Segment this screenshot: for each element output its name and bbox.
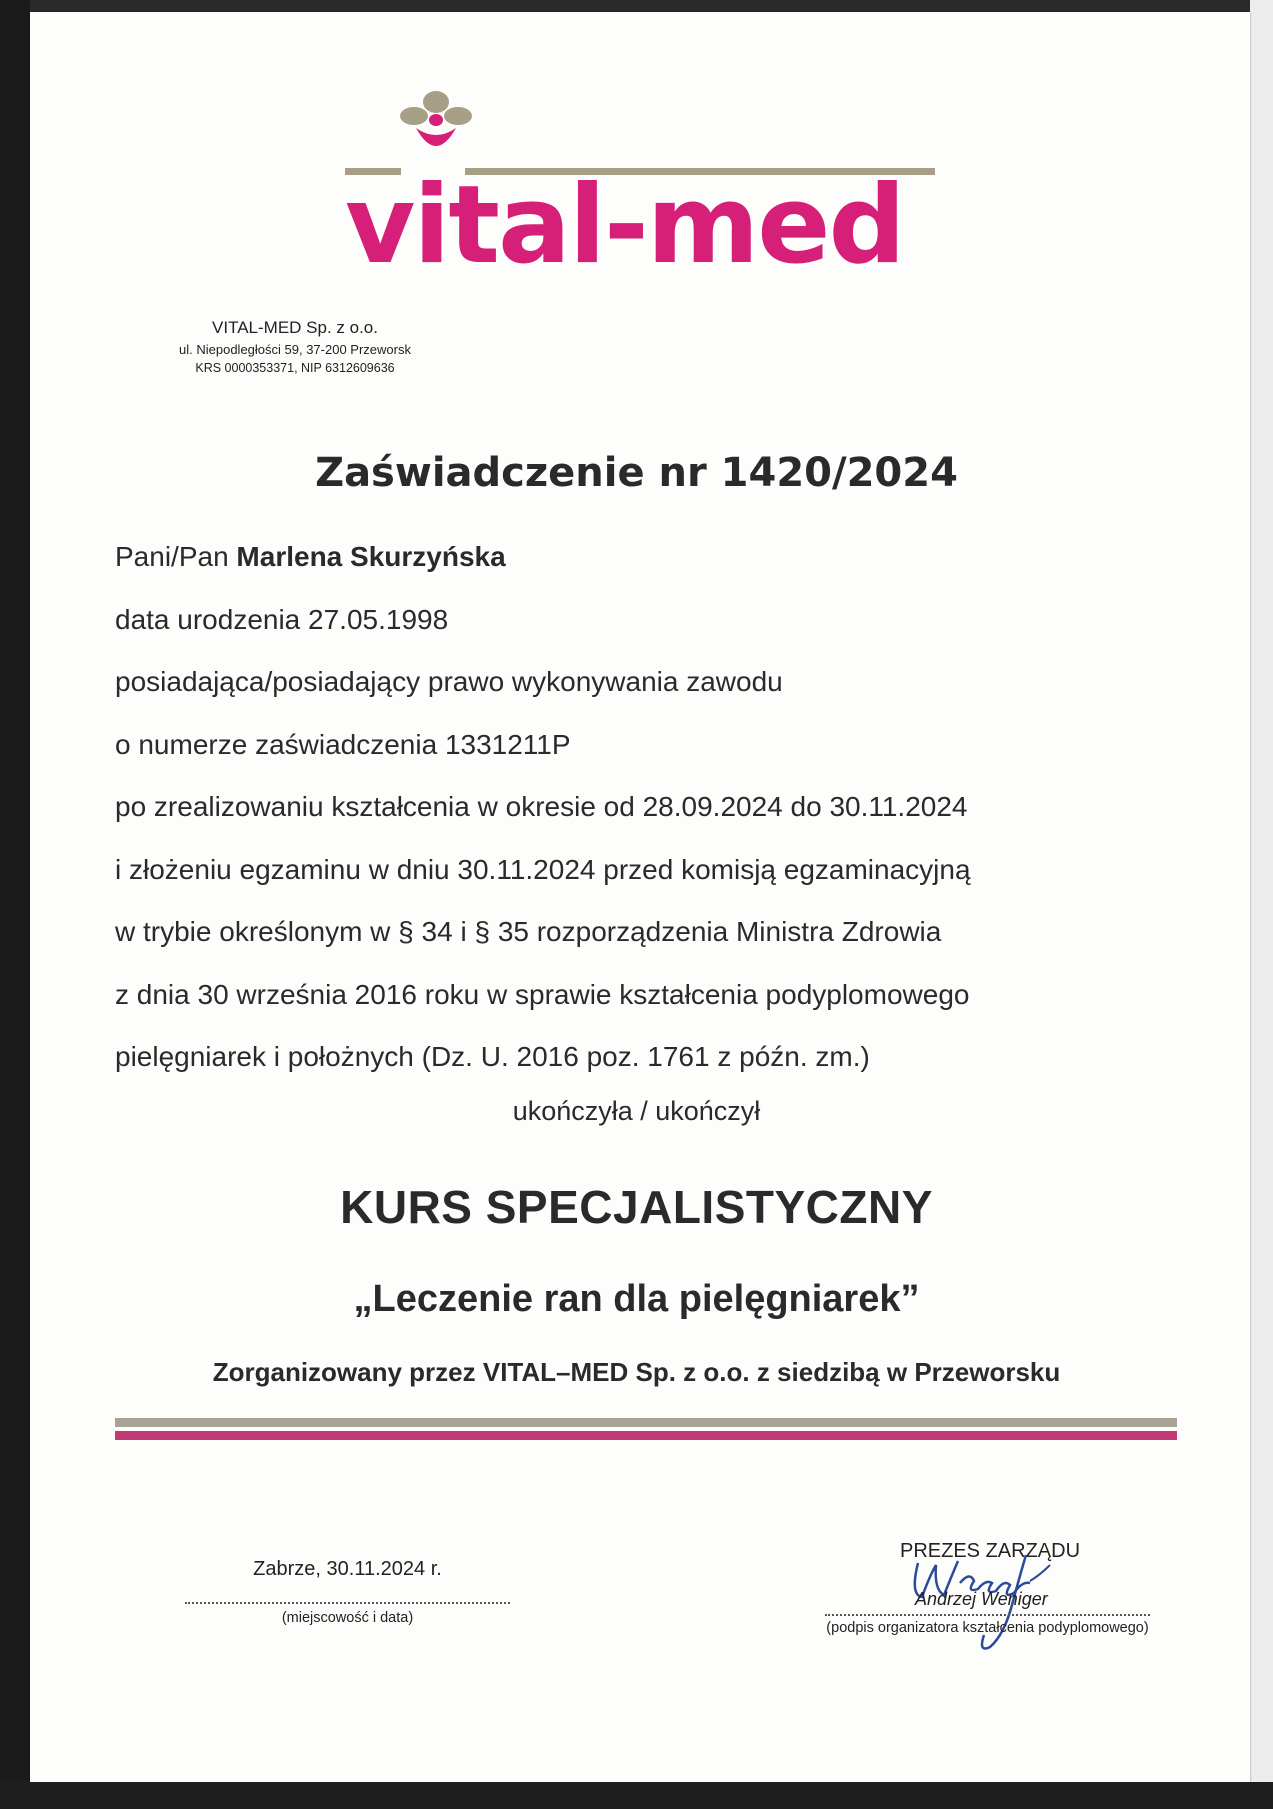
birth-date-line: data urodzenia 27.05.1998 <box>115 603 449 635</box>
training-period-line: po zrealizowaniu kształcenia w okresie od 28.09.2024 do 30.11.2024 <box>115 791 968 822</box>
organizer-line: Zorganizowany przez VITAL–MED Sp. z o.o. z siedzibą w Przeworsku <box>212 1357 1061 1387</box>
company-info <box>130 318 460 375</box>
divider-gray <box>115 1418 1177 1427</box>
recipient-line <box>115 532 971 595</box>
certificate-title: Zaświadczenie nr 1420/2024 <box>315 450 958 496</box>
course-name: „Leczenie ran dla pielęgniarek” <box>353 1278 920 1320</box>
signatory-name: Andrzej Weniger <box>915 1589 1048 1609</box>
company-logo <box>345 80 945 288</box>
flower-icon <box>400 80 472 150</box>
regulation-date-line: z dnia 30 września 2016 roku w sprawie kształcenia podyplomowego <box>115 978 970 1010</box>
certificate-body <box>115 532 971 1095</box>
place-date-caption: (miejscowość i data) <box>281 1610 414 1626</box>
course-type: KURS SPECJALISTYCZNY <box>340 1181 933 1233</box>
signature-caption: (podpis organizatora kształcenia podyplomowego) <box>826 1620 1149 1636</box>
scan-edge-bottom <box>0 1782 1273 1809</box>
exam-line: i złożeniu egzaminu w dniu 30.11.2024 przed komisją egzaminacyjną <box>115 853 971 885</box>
recipient-prefix: Pani/Pan <box>115 541 229 572</box>
signatory-role: PREZES ZARZĄDU <box>900 1540 1081 1562</box>
completed-text: ukończyła / ukończył <box>512 1096 761 1126</box>
company-registry: KRS 0000353371, NIP 6312609636 <box>195 361 395 375</box>
scan-edge-left <box>0 0 30 1809</box>
journal-reference-line: pielęgniarek i położnych (Dz. U. 2016 poz. 1761 z późn. zm.) <box>115 1041 870 1072</box>
company-address: ul. Niepodległości 59, 37-200 Przeworsk <box>179 342 411 357</box>
signature-dotted-line <box>825 1614 1150 1616</box>
divider-pink <box>115 1431 1177 1440</box>
license-number-line: o numerze zaświadczenia 1331211P <box>115 728 571 760</box>
logo-wordmark: vital-med <box>345 163 904 288</box>
place-date-dotted-line <box>185 1602 510 1604</box>
place-date: Zabrze, 30.11.2024 r. <box>253 1558 442 1580</box>
recipient-name: Marlena Skurzyńska <box>236 541 506 572</box>
regulation-line: w trybie określonym w § 34 i § 35 rozporządzenia Ministra Zdrowia <box>115 916 942 947</box>
scan-edge-right <box>1250 0 1273 1809</box>
company-name: VITAL-MED Sp. z o.o. <box>212 318 378 337</box>
license-line: posiadająca/posiadający prawo wykonywania zawodu <box>115 666 783 697</box>
